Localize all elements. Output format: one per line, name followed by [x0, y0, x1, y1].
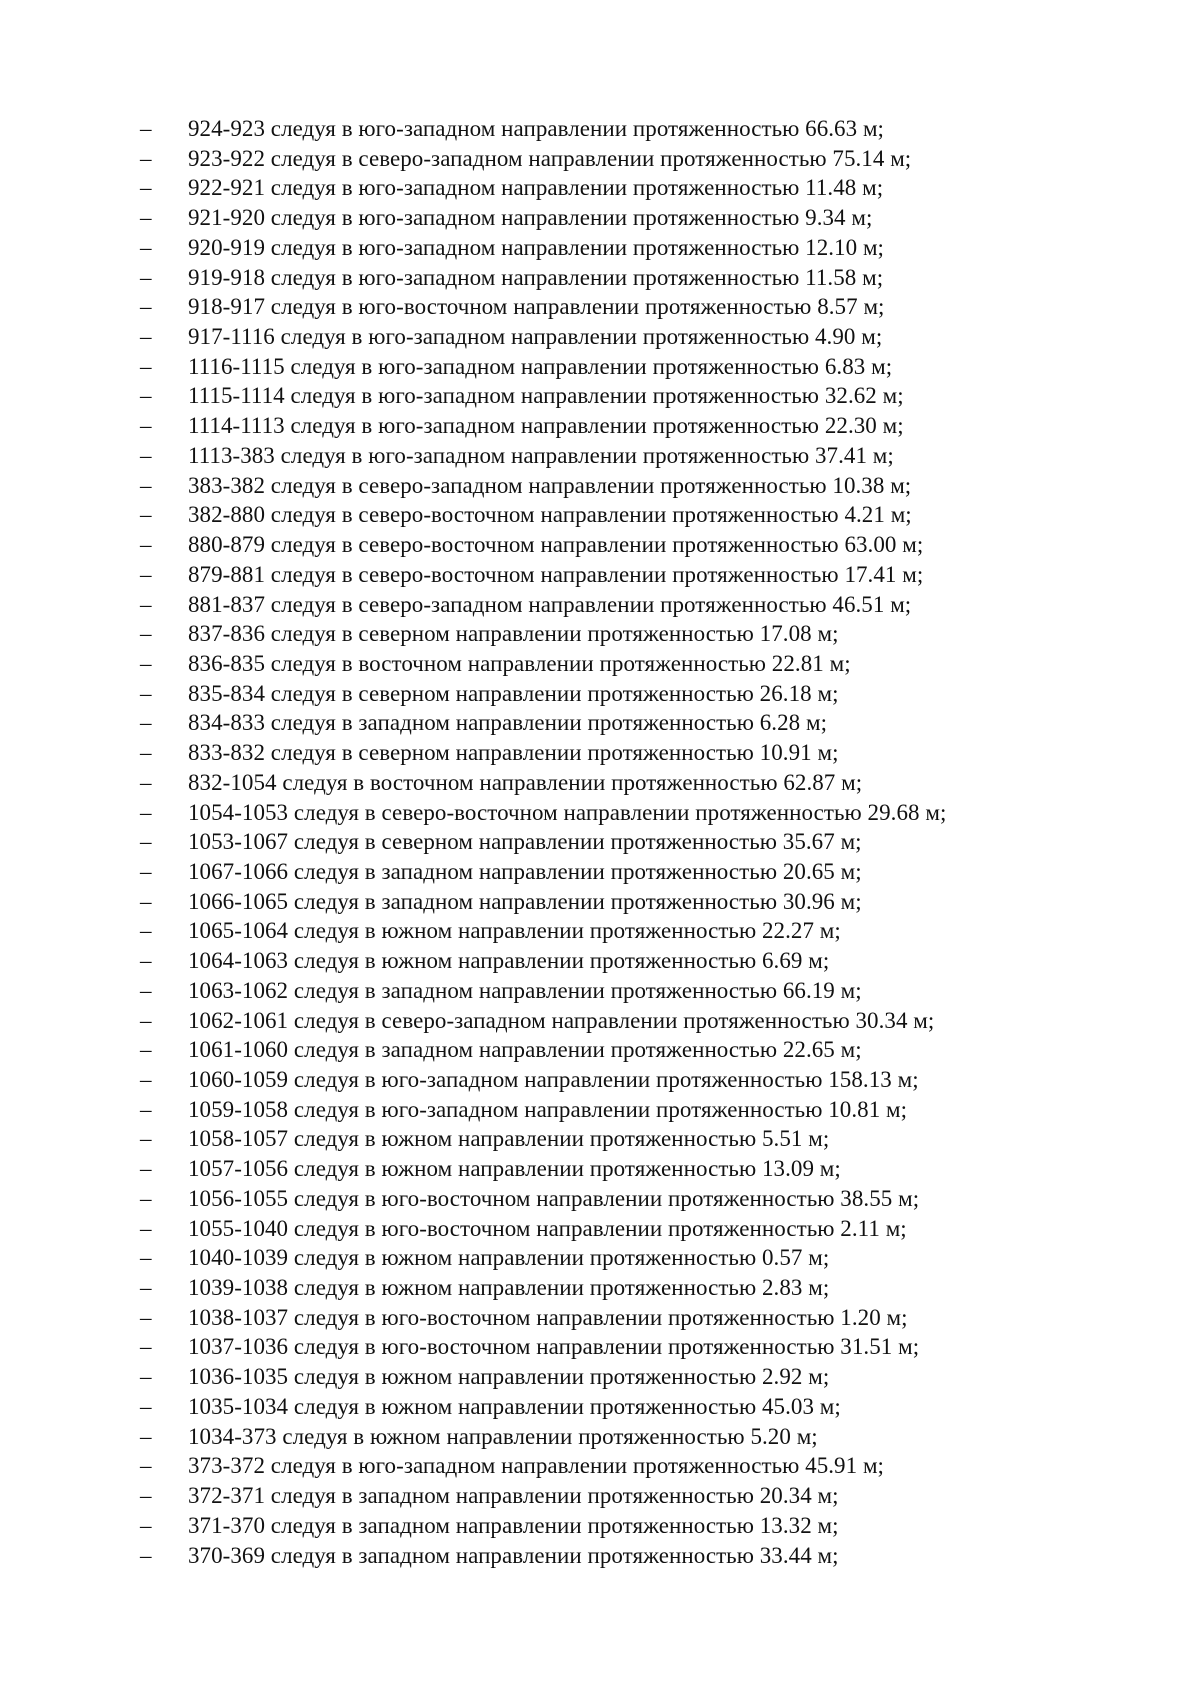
- list-item: [140, 1273, 946, 1303]
- list-bullet: –: [140, 353, 152, 379]
- list-item-text: 1114-1113 следуя в юго-западном направлении протяженностью 22.30 м;: [188, 413, 904, 439]
- list-bullet: –: [140, 1334, 152, 1360]
- list-item-text: 1060-1059 следуя в юго-западном направлении протяженностью 158.13 м;: [188, 1067, 919, 1092]
- list-bullet: –: [140, 205, 152, 231]
- list-item-text: 382-880 следуя в северо-восточном направлении протяженностью 4.21 м;: [188, 502, 912, 528]
- list-item: [140, 1124, 946, 1154]
- list-bullet: –: [140, 175, 152, 201]
- list-item-text: 1061-1060 следуя в западном направлении протяженностью 22.65 м;: [188, 1037, 862, 1063]
- list-item: [140, 590, 946, 620]
- list-item: [140, 1392, 946, 1422]
- list-item: [140, 976, 946, 1006]
- list-item-text: 835-834 следуя в северном направлении протяженностью 26.18 м;: [188, 680, 839, 706]
- list-item: [140, 322, 946, 352]
- list-item: [140, 798, 946, 828]
- list-item: [140, 411, 946, 441]
- list-item-text: 880-879 следуя в северо-восточном направлении протяженностью 63.00 м;: [188, 532, 924, 558]
- list-bullet: –: [140, 561, 152, 587]
- list-bullet: –: [140, 799, 152, 825]
- list-item-text: 1036-1035 следуя в южном направлении протяженностью 2.92 м;: [188, 1364, 830, 1390]
- list-bullet: –: [140, 1512, 152, 1538]
- list-item-text: 1059-1058 следуя в юго-западном направлении протяженностью 10.81 м;: [188, 1096, 908, 1122]
- list-item-text: 1116-1115 следуя в юго-западном направлении протяженностью 6.83 м;: [188, 353, 893, 379]
- list-item: [140, 1006, 946, 1036]
- list-item: [140, 1065, 946, 1095]
- list-bullet: –: [140, 1304, 152, 1330]
- list-item: [140, 263, 946, 293]
- list-item: [140, 233, 946, 263]
- list-bullet: –: [140, 294, 152, 320]
- list-item: [140, 1541, 946, 1571]
- list-item: [140, 560, 946, 590]
- list-item: [140, 292, 946, 322]
- list-item-text: 1056-1055 следуя в юго-восточном направлении протяженностью 38.55 м;: [188, 1185, 920, 1211]
- list-item: [140, 768, 946, 798]
- list-bullet: –: [140, 1185, 152, 1211]
- list-bullet: –: [140, 1483, 152, 1509]
- list-item-text: 923-922 следуя в северо-западном направлении протяженностью 75.14 м;: [188, 145, 912, 171]
- list-bullet: –: [140, 1067, 152, 1092]
- list-item: [140, 857, 946, 887]
- list-item: [140, 1214, 946, 1244]
- list-bullet: –: [140, 264, 152, 290]
- list-bullet: –: [140, 888, 152, 914]
- list-item-text: 919-918 следуя в юго-западном направлении протяженностью 11.58 м;: [188, 264, 884, 290]
- list-bullet: –: [140, 1453, 152, 1479]
- list-item: [140, 471, 946, 501]
- list-bullet: –: [140, 383, 152, 409]
- boundary-description-list: [140, 114, 946, 1570]
- list-bullet: –: [140, 1007, 152, 1033]
- list-bullet: –: [140, 858, 152, 884]
- list-item-text: 1037-1036 следуя в юго-восточном направлении протяженностью 31.51 м;: [188, 1334, 920, 1360]
- list-item-text: 924-923 следуя в юго-западном направлении протяженностью 66.63 м;: [188, 116, 885, 141]
- list-bullet: –: [140, 1364, 152, 1390]
- list-item-text: 832-1054 следуя в восточном направлении протяженностью 62.87 м;: [188, 769, 863, 795]
- list-bullet: –: [140, 740, 152, 766]
- list-item-text: 1038-1037 следуя в юго-восточном направлении протяженностью 1.20 м;: [188, 1304, 908, 1330]
- list-item-text: 921-920 следуя в юго-западном направлении протяженностью 9.34 м;: [188, 205, 873, 231]
- list-bullet: –: [140, 918, 152, 944]
- list-bullet: –: [140, 413, 152, 439]
- list-item: [140, 1511, 946, 1541]
- list-item: [140, 1332, 946, 1362]
- list-item: [140, 619, 946, 649]
- list-bullet: –: [140, 977, 152, 1003]
- list-item-text: 837-836 следуя в северном направлении протяженностью 17.08 м;: [188, 621, 839, 647]
- list-item-text: 881-837 следуя в северо-западном направлении протяженностью 46.51 м;: [188, 591, 912, 617]
- list-bullet: –: [140, 324, 152, 350]
- list-item-text: 879-881 следуя в северо-восточном направлении протяженностью 17.41 м;: [188, 561, 924, 587]
- list-bullet: –: [140, 502, 152, 528]
- list-item-text: 370-369 следуя в западном направлении протяженностью 33.44 м;: [188, 1542, 839, 1568]
- list-item-text: 833-832 следуя в северном направлении протяженностью 10.91 м;: [188, 740, 839, 766]
- list-item-text: 1066-1065 следуя в западном направлении протяженностью 30.96 м;: [188, 888, 862, 914]
- list-item: [140, 173, 946, 203]
- list-bullet: –: [140, 1542, 152, 1568]
- list-item-text: 836-835 следуя в восточном направлении протяженностью 22.81 м;: [188, 650, 851, 676]
- list-item-text: 371-370 следуя в западном направлении протяженностью 13.32 м;: [188, 1512, 839, 1538]
- list-bullet: –: [140, 680, 152, 706]
- list-item-text: 1035-1034 следуя в южном направлении протяженностью 45.03 м;: [188, 1393, 841, 1419]
- list-item: [140, 1154, 946, 1184]
- list-item: [140, 114, 946, 144]
- list-item-text: 917-1116 следуя в юго-западном направлении протяженностью 4.90 м;: [188, 324, 883, 350]
- list-item: [140, 887, 946, 917]
- list-bullet: –: [140, 532, 152, 558]
- list-bullet: –: [140, 1215, 152, 1241]
- list-item: [140, 916, 946, 946]
- list-item: [140, 1451, 946, 1481]
- list-bullet: –: [140, 948, 152, 974]
- list-item: [140, 1362, 946, 1392]
- list-item-text: 1064-1063 следуя в южном направлении протяженностью 6.69 м;: [188, 948, 830, 974]
- list-item-text: 922-921 следуя в юго-западном направлении протяженностью 11.48 м;: [188, 175, 884, 201]
- list-item-text: 1063-1062 следуя в западном направлении протяженностью 66.19 м;: [188, 977, 862, 1003]
- list-item-text: 1115-1114 следуя в юго-западном направлении протяженностью 32.62 м;: [188, 383, 904, 409]
- list-item-text: 834-833 следуя в западном направлении протяженностью 6.28 м;: [188, 710, 828, 736]
- list-item-text: 918-917 следуя в юго-восточном направлении протяженностью 8.57 м;: [188, 294, 885, 320]
- list-bullet: –: [140, 591, 152, 617]
- list-bullet: –: [140, 1096, 152, 1122]
- list-item: [140, 708, 946, 738]
- list-bullet: –: [140, 234, 152, 260]
- list-bullet: –: [140, 769, 152, 795]
- list-item: [140, 827, 946, 857]
- list-item: [140, 1422, 946, 1452]
- list-bullet: –: [140, 116, 152, 141]
- list-bullet: –: [140, 1275, 152, 1301]
- list-item-text: 372-371 следуя в западном направлении протяженностью 20.34 м;: [188, 1483, 839, 1509]
- list-item: [140, 530, 946, 560]
- list-item: [140, 1184, 946, 1214]
- list-item-text: 1065-1064 следуя в южном направлении протяженностью 22.27 м;: [188, 918, 841, 944]
- list-item-text: 1034-373 следуя в южном направлении протяженностью 5.20 м;: [188, 1423, 818, 1449]
- list-item: [140, 679, 946, 709]
- list-item-text: 1053-1067 следуя в северном направлении протяженностью 35.67 м;: [188, 829, 862, 855]
- list-bullet: –: [140, 621, 152, 647]
- list-item-text: 1067-1066 следуя в западном направлении протяженностью 20.65 м;: [188, 858, 862, 884]
- list-item-text: 1057-1056 следуя в южном направлении протяженностью 13.09 м;: [188, 1156, 841, 1182]
- list-item: [140, 1481, 946, 1511]
- list-bullet: –: [140, 710, 152, 736]
- list-item-text: 920-919 следуя в юго-западном направлении протяженностью 12.10 м;: [188, 234, 885, 260]
- list-item-text: 1113-383 следуя в юго-западном направлении протяженностью 37.41 м;: [188, 442, 894, 468]
- list-bullet: –: [140, 1156, 152, 1182]
- list-item: [140, 1095, 946, 1125]
- list-bullet: –: [140, 1245, 152, 1271]
- list-item: [140, 946, 946, 976]
- list-bullet: –: [140, 145, 152, 171]
- list-item: [140, 352, 946, 382]
- list-item-text: 1054-1053 следуя в северо-восточном направлении протяженностью 29.68 м;: [188, 799, 947, 825]
- list-bullet: –: [140, 1423, 152, 1449]
- list-item-text: 1039-1038 следуя в южном направлении протяженностью 2.83 м;: [188, 1275, 830, 1301]
- list-bullet: –: [140, 829, 152, 855]
- list-item-text: 1055-1040 следуя в юго-восточном направлении протяженностью 2.11 м;: [188, 1215, 907, 1241]
- list-bullet: –: [140, 1393, 152, 1419]
- list-item: [140, 1303, 946, 1333]
- list-item-text: 373-372 следуя в юго-западном направлении протяженностью 45.91 м;: [188, 1453, 885, 1479]
- list-item-text: 1058-1057 следуя в южном направлении протяженностью 5.51 м;: [188, 1126, 830, 1152]
- list-bullet: –: [140, 1126, 152, 1152]
- list-item: [140, 1035, 946, 1065]
- list-item: [140, 1243, 946, 1273]
- list-item-text: 383-382 следуя в северо-западном направлении протяженностью 10.38 м;: [188, 472, 912, 498]
- list-item-text: 1062-1061 следуя в северо-западном направлении протяженностью 30.34 м;: [188, 1007, 935, 1033]
- list-bullet: –: [140, 472, 152, 498]
- list-item: [140, 738, 946, 768]
- list-item-text: 1040-1039 следуя в южном направлении протяженностью 0.57 м;: [188, 1245, 830, 1271]
- list-item: [140, 649, 946, 679]
- list-bullet: –: [140, 1037, 152, 1063]
- list-item: [140, 203, 946, 233]
- list-item: [140, 144, 946, 174]
- list-bullet: –: [140, 650, 152, 676]
- list-item: [140, 500, 946, 530]
- list-bullet: –: [140, 442, 152, 468]
- list-item: [140, 381, 946, 411]
- list-item: [140, 441, 946, 471]
